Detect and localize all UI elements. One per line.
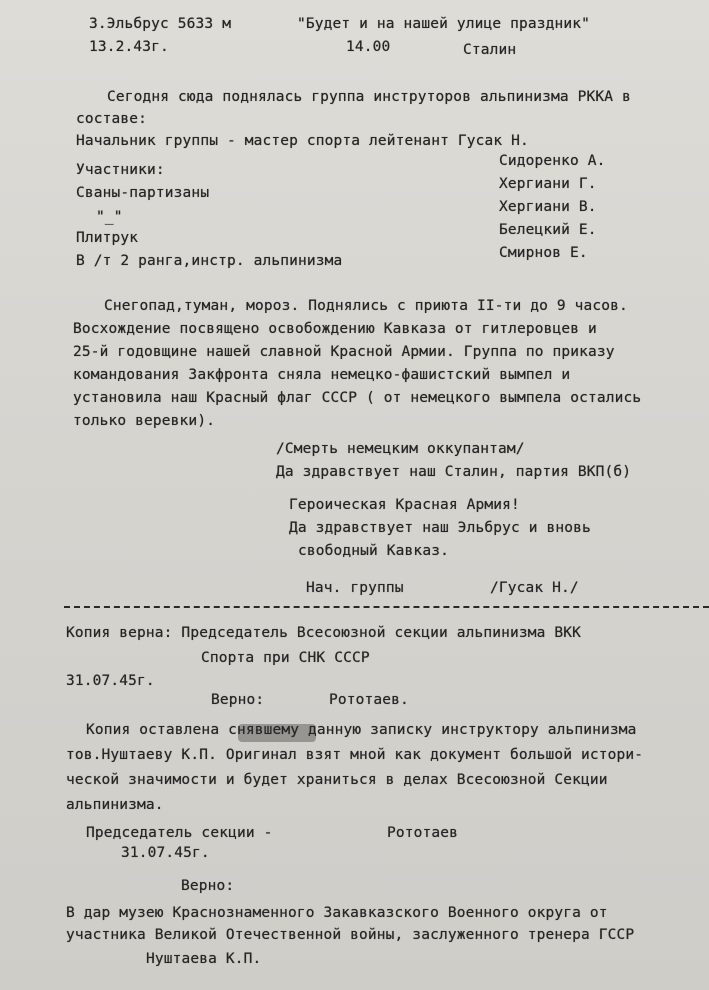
participant-name: Хергиани В. [499,199,597,215]
participant-name: Смирнов Е. [499,245,588,261]
chair-label: Председатель секции - [86,825,273,841]
slogan-line: Да здравствует наш Эльбрус и вновь [289,520,591,536]
certification-verno-label: Верно: [211,692,265,708]
slogan-line: Да здравствует наш Сталин, партия ВКП(б) [276,464,632,480]
statement-line: ческой значимости и будет храниться в делах Всесоюзной Секции [66,772,608,788]
slogan-line: свободный Кавказ. [298,543,449,559]
body-line: Снегопад,туман, мороз. Поднялись с приюта II-ти до 9 часов. [104,298,628,314]
statement-date: 31.07.45г. [121,845,210,861]
header-slogan: "Будет и на нашей улице праздник" [297,16,591,32]
svany-label: Сваны-партизаны [76,185,210,201]
participants-label: Участники: [76,162,165,178]
gift-line-3: Нуштаева К.П. [146,951,262,967]
statement-line: тов.Нуштаеву К.П. Оригинал взят мной как документ большой истори- [66,747,644,763]
gift-line-1: В дар музею Краснознаменного Закавказского Военного округа от [66,905,608,921]
ditto-mark: "_" [96,209,123,225]
certification-verno-name: Рототаев. [329,692,409,708]
certification-line-2: Спорта при СНК СССР [201,650,370,666]
politruk-label: Плитрук [76,230,139,246]
intro-line-2: составе: [76,111,148,127]
body-line: 25-й годовщине нашей славной Красной Армии. Группа по приказу [73,344,615,360]
body-line: командования Закфронта сняла немецко-фашистский вымпел и [73,367,571,383]
body-line: только веревки). [73,413,216,429]
header-date: 13.2.43г. [89,39,169,55]
chair-name: Рототаев [387,825,459,841]
sign-name: /Гусак Н./ [490,580,579,596]
header-location: З.Эльбрус 5633 м [89,16,232,32]
participant-name: Хергиани Г. [499,176,597,192]
slogan-line: Героическая Красная Армия! [289,497,520,513]
group-leader: Начальник группы - мастер спорта лейтенант Гусак Н. [76,133,529,149]
separator-line [64,606,709,608]
body-line: установила наш Красный флаг СССР ( от немецкого вымпела остались [73,390,642,406]
header-time: 14.00 [346,39,391,55]
body-line: Восхождение посвящено освобождению Кавказа от гитлеровцев и [73,321,597,337]
participant-name: Белецкий Е. [499,222,597,238]
header-signature: Сталин [463,42,517,58]
certification-line-1: Копия верна: Председатель Всесоюзной секции альпинизма ВКК [66,625,582,641]
statement-line: Копия оставлена снявшему данную записку инструктору альпинизма [86,722,637,738]
certification-date: 31.07.45г. [66,673,155,689]
rank-label: В /т 2 ранга,инстр. альпинизма [76,253,343,269]
participant-name: Сидоренко А. [499,153,606,169]
statement-verno-label: Верно: [181,878,235,894]
sign-label: Нач. группы [306,580,404,596]
slogan-line: /Смерть немецким оккупантам/ [276,441,525,457]
statement-line: альпинизма. [66,797,164,813]
intro-line-1: Сегодня сюда поднялась группа инструторов альпинизма РККА в [107,89,631,105]
gift-line-2: участника Великой Отечественной войны, заслуженного тренера ГССР [66,927,635,943]
